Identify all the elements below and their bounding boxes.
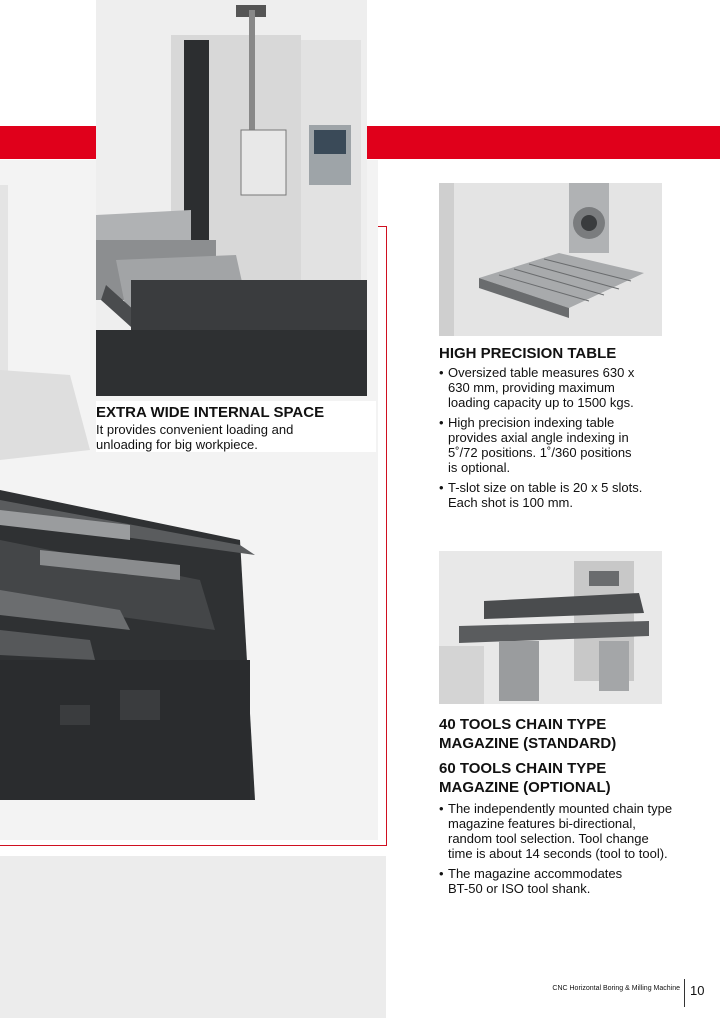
tool-magazine-section: [439, 715, 709, 901]
bullet-line: High precision indexing table: [448, 415, 615, 430]
footer-divider: [684, 979, 685, 1007]
bullet-dot: •: [439, 866, 444, 881]
tool-magazine-title-line-3: 60 TOOLS CHAIN TYPE: [439, 760, 607, 777]
precision-table-title: HIGH PRECISION TABLE: [439, 345, 617, 362]
tool-magazine-title-line-1: 40 TOOLS CHAIN TYPE: [439, 716, 607, 733]
precision-table-bullet-1: [439, 365, 699, 410]
tool-magazine-title-line-2: MAGAZINE (STANDARD): [439, 735, 617, 752]
tool-magazine-photo: [439, 551, 662, 704]
internal-space-text-line-2: unloading for big workpiece.: [96, 437, 258, 452]
precision-table-section: [439, 344, 699, 515]
bullet-line: magazine features bi-directional,: [448, 816, 636, 831]
bullet-line: provides axial angle indexing in: [448, 430, 629, 445]
tool-magazine-title-line-4: MAGAZINE (OPTIONAL): [439, 779, 611, 796]
bottom-grey-panel: [0, 856, 386, 1018]
bullet-line: Oversized table measures 630 x: [448, 365, 635, 380]
bullet-line: 5˚/72 positions. 1˚/360 positions: [448, 445, 632, 460]
bullet-dot: •: [439, 801, 444, 816]
bullet-line: The magazine accommodates: [448, 866, 623, 881]
bullet-line: Each shot is 100 mm.: [448, 495, 573, 510]
bullet-dot: •: [439, 365, 444, 380]
precision-table-photo: [439, 183, 662, 336]
precision-table-bullet-3: [439, 480, 699, 510]
bullet-line: BT-50 or ISO tool shank.: [448, 881, 591, 896]
internal-space-section: [96, 401, 376, 452]
tool-magazine-bullet-2: [439, 866, 709, 896]
bullet-dot: •: [439, 480, 444, 495]
bullet-line: 630 mm, providing maximum: [448, 380, 615, 395]
bullet-line: The independently mounted chain type: [448, 801, 673, 816]
bullet-dot: •: [439, 415, 444, 430]
tool-magazine-bullet-1: [439, 801, 709, 861]
footer-label: CNC Horizontal Boring & Milling Machine: [552, 985, 680, 992]
internal-space-text-line-1: It provides convenient loading and: [96, 422, 294, 437]
red-band-left: [0, 126, 96, 159]
precision-table-bullet-2: [439, 415, 699, 475]
internal-space-title: EXTRA WIDE INTERNAL SPACE: [96, 404, 325, 421]
bullet-line: is optional.: [448, 460, 511, 475]
bullet-line: time is about 14 seconds (tool to tool).: [448, 846, 668, 861]
page-number: 10: [690, 983, 705, 998]
bullet-line: T-slot size on table is 20 x 5 slots.: [448, 480, 643, 495]
red-band-right: [367, 126, 720, 159]
bullet-line: random tool selection. Tool change: [448, 831, 649, 846]
bullet-line: loading capacity up to 1500 kgs.: [448, 395, 634, 410]
machine-interior-photo: [96, 0, 367, 396]
